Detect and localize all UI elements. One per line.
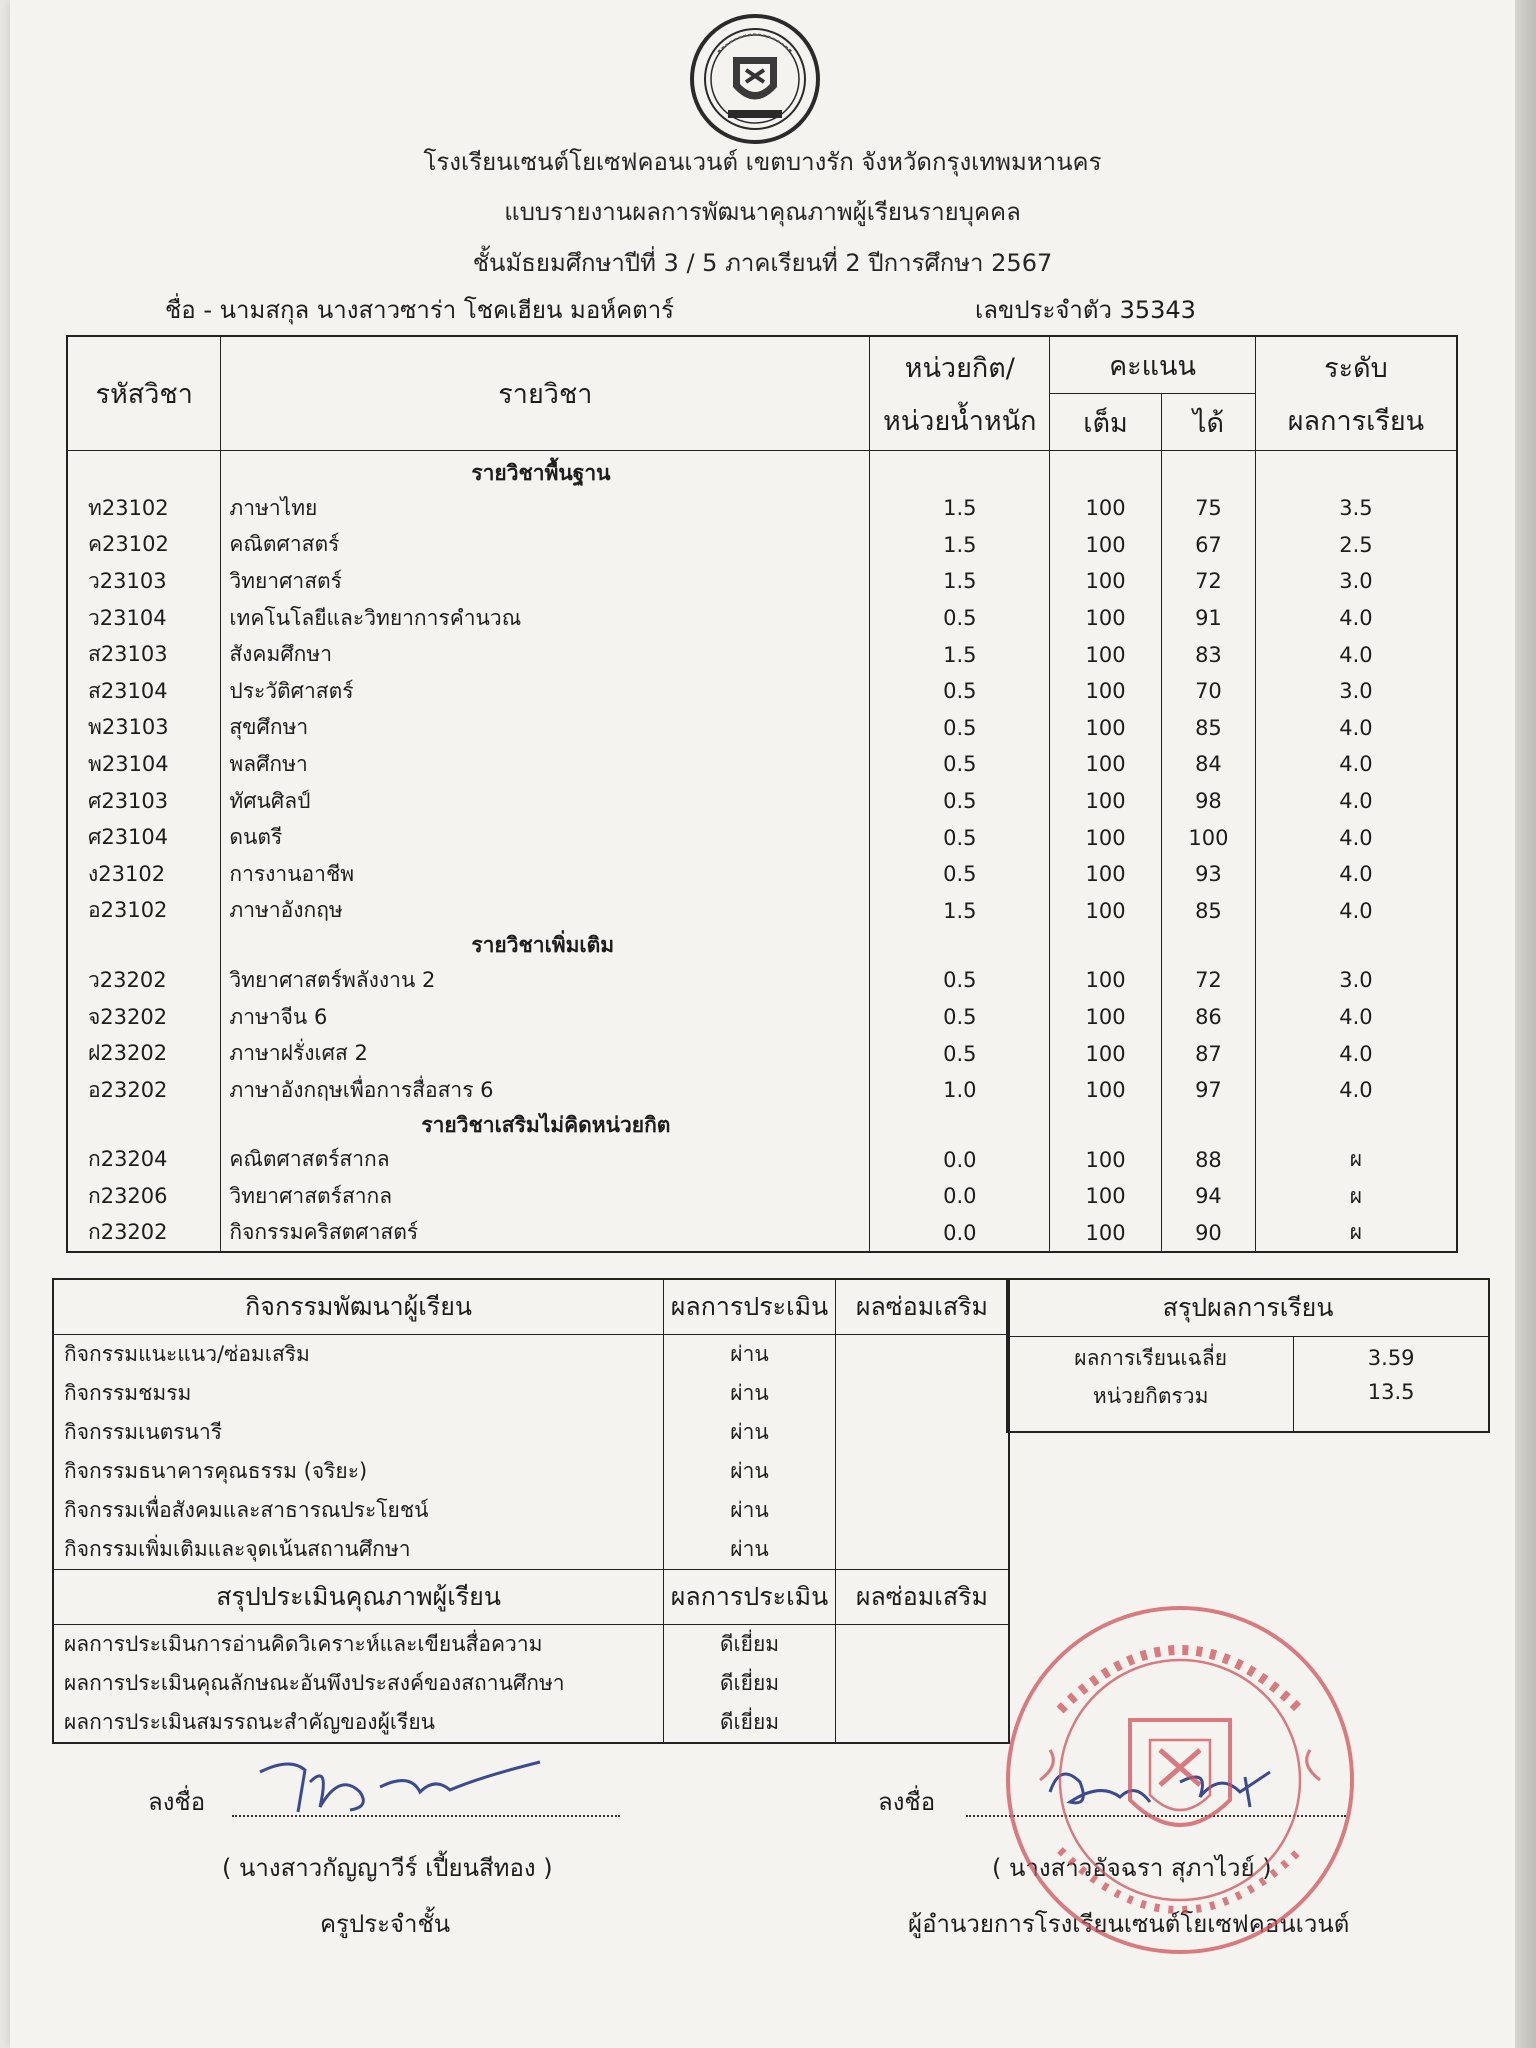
cell-got: 91 xyxy=(1162,600,1256,637)
cell-grade: ผ xyxy=(1255,1178,1457,1215)
section-empty-cell xyxy=(1050,929,1162,962)
cell-code: ส23104 xyxy=(67,673,221,710)
cell-grade: 4.0 xyxy=(1255,636,1457,673)
cell-grade: 3.0 xyxy=(1255,563,1457,600)
section-empty-cell xyxy=(1162,929,1256,962)
cell-subject: วิทยาศาสตร์ xyxy=(221,563,870,600)
activities-cell-remedial xyxy=(835,1452,1009,1491)
activities-cell-name: กิจกรรมแนะแนว/ซ่อมเสริม xyxy=(53,1335,664,1375)
activities-cell-result: ผ่าน xyxy=(664,1413,836,1452)
school-name: โรงเรียนเซนต์โยเซฟคอนเวนต์ เขตบางรัก จังหวัดกรุงเทพมหานคร xyxy=(423,148,1102,176)
cell-full: 100 xyxy=(1050,783,1162,820)
header-code: รหัสวิชา xyxy=(67,336,221,451)
cell-subject: ภาษาอังกฤษ xyxy=(221,893,870,930)
section-title: รายวิชาเสริมไม่คิดหน่วยกิต xyxy=(221,1109,870,1142)
cell-code: ศ23104 xyxy=(67,819,221,856)
activity-header-name: กิจกรรมพัฒนาผู้เรียน xyxy=(53,1279,664,1335)
cell-subject: ประวัติศาสตร์ xyxy=(221,673,870,710)
cell-credit: 0.0 xyxy=(870,1142,1050,1179)
cell-grade: 4.0 xyxy=(1255,710,1457,747)
quality-cell-remedial xyxy=(835,1664,1009,1703)
table-row xyxy=(67,673,1457,710)
section-empty-cell xyxy=(870,1109,1050,1142)
table-row xyxy=(67,1035,1457,1072)
cell-credit: 0.5 xyxy=(870,600,1050,637)
section-empty-cell xyxy=(67,451,221,491)
section-empty-cell xyxy=(1255,929,1457,962)
cell-full: 100 xyxy=(1050,962,1162,999)
cell-code: ค23102 xyxy=(67,527,221,564)
activities-cell-name: กิจกรรมเนตรนารี xyxy=(53,1413,664,1452)
header-credit-line2: หน่วยน้ำหนัก xyxy=(883,405,1037,437)
cell-full: 100 xyxy=(1050,1142,1162,1179)
cell-subject: ทัศนศิลป์ xyxy=(221,783,870,820)
header-grade xyxy=(1255,336,1457,451)
cell-grade: 4.0 xyxy=(1255,819,1457,856)
student-id-label: เลขประจำตัว xyxy=(975,296,1112,324)
cell-full: 100 xyxy=(1050,1035,1162,1072)
student-name: นางสาวซาร่า โชคเฮียน มอห์คตาร์ xyxy=(316,296,675,324)
student-name-label: ชื่อ - นามสกุล xyxy=(165,296,310,324)
list-item xyxy=(53,1703,1009,1743)
table-row xyxy=(67,1178,1457,1215)
table-row xyxy=(67,1072,1457,1109)
activity-table xyxy=(52,1278,1010,1744)
cell-got: 86 xyxy=(1162,999,1256,1036)
cell-subject: คณิตศาสตร์สากล xyxy=(221,1142,870,1179)
cell-code: พ23104 xyxy=(67,746,221,783)
table-row xyxy=(67,819,1457,856)
activities-cell-remedial xyxy=(835,1374,1009,1413)
activities-cell-remedial xyxy=(835,1413,1009,1452)
cell-code: ว23103 xyxy=(67,563,221,600)
student-name-line xyxy=(165,290,674,329)
cell-grade: 3.0 xyxy=(1255,673,1457,710)
section-row xyxy=(67,929,1457,962)
cell-full: 100 xyxy=(1050,1178,1162,1215)
cell-code: ท23102 xyxy=(67,490,221,527)
cell-credit: 1.0 xyxy=(870,1072,1050,1109)
cell-full: 100 xyxy=(1050,563,1162,600)
cell-credit: 0.5 xyxy=(870,673,1050,710)
table-row xyxy=(67,783,1457,820)
list-item xyxy=(53,1452,1009,1491)
activities-cell-name: กิจกรรมเพิ่มเติมและจุดเน้นสถานศึกษา xyxy=(53,1530,664,1570)
header-got: ได้ xyxy=(1162,394,1256,451)
cell-credit: 0.5 xyxy=(870,962,1050,999)
list-item xyxy=(53,1664,1009,1703)
teacher-role: ครูประจำชั้น xyxy=(320,1910,451,1938)
table-row xyxy=(67,746,1457,783)
cell-subject: ดนตรี xyxy=(221,819,870,856)
cell-code: อ23202 xyxy=(67,1072,221,1109)
cell-credit: 0.5 xyxy=(870,1035,1050,1072)
cell-grade: 3.0 xyxy=(1255,962,1457,999)
cell-full: 100 xyxy=(1050,819,1162,856)
cell-full: 100 xyxy=(1050,636,1162,673)
cell-code: ฝ23202 xyxy=(67,1035,221,1072)
header-subject: รายวิชา xyxy=(221,336,870,451)
cell-got: 72 xyxy=(1162,962,1256,999)
cell-subject: วิทยาศาสตร์สากล xyxy=(221,1178,870,1215)
cell-grade: 4.0 xyxy=(1255,783,1457,820)
quality-cell-name: ผลการประเมินคุณลักษณะอันพึงประสงค์ของสถานศึกษา xyxy=(53,1664,664,1703)
cell-grade: 4.0 xyxy=(1255,600,1457,637)
cell-grade: 4.0 xyxy=(1255,893,1457,930)
cell-subject: วิทยาศาสตร์พลังงาน 2 xyxy=(221,962,870,999)
cell-full: 100 xyxy=(1050,999,1162,1036)
activity-header-remedial: ผลซ่อมเสริม xyxy=(835,1279,1009,1335)
cell-grade: 4.0 xyxy=(1255,999,1457,1036)
activities-cell-remedial xyxy=(835,1530,1009,1570)
cell-got: 90 xyxy=(1162,1215,1256,1253)
cell-subject: สังคมศึกษา xyxy=(221,636,870,673)
cell-grade: 4.0 xyxy=(1255,1072,1457,1109)
cell-credit: 1.5 xyxy=(870,893,1050,930)
summary-title: สรุปผลการเรียน xyxy=(1007,1279,1489,1337)
cell-grade: ผ xyxy=(1255,1215,1457,1253)
cell-subject: การงานอาชีพ xyxy=(221,856,870,893)
table-row xyxy=(67,563,1457,600)
cell-got: 67 xyxy=(1162,527,1256,564)
quality-header-remedial: ผลซ่อมเสริม xyxy=(835,1570,1009,1625)
cell-got: 98 xyxy=(1162,783,1256,820)
cell-subject: กิจกรรมคริสตศาสตร์ xyxy=(221,1215,870,1253)
cell-got: 83 xyxy=(1162,636,1256,673)
cell-grade: 4.0 xyxy=(1255,1035,1457,1072)
gpa-value: 3.59 xyxy=(1294,1337,1489,1380)
cell-subject: พลศึกษา xyxy=(221,746,870,783)
cell-got: 84 xyxy=(1162,746,1256,783)
cell-credit: 0.5 xyxy=(870,710,1050,747)
section-title: รายวิชาพื้นฐาน xyxy=(221,451,870,491)
cell-got: 85 xyxy=(1162,893,1256,930)
cell-credit: 0.5 xyxy=(870,783,1050,820)
table-row xyxy=(67,490,1457,527)
cell-credit: 0.5 xyxy=(870,999,1050,1036)
cell-credit: 1.5 xyxy=(870,490,1050,527)
header-credit xyxy=(870,336,1050,451)
section-empty-cell xyxy=(67,929,221,962)
cell-code: ก23204 xyxy=(67,1142,221,1179)
cell-credit: 0.5 xyxy=(870,856,1050,893)
cell-code: ง23102 xyxy=(67,856,221,893)
activities-cell-result: ผ่าน xyxy=(664,1452,836,1491)
student-id-line xyxy=(975,290,1196,329)
report-term: ชั้นมัธยมศึกษาปีที่ 3 / 5 ภาคเรียนที่ 2 ปีการศึกษา 2567 xyxy=(472,249,1053,277)
header-grade-line2: ผลการเรียน xyxy=(1287,405,1425,437)
section-empty-cell xyxy=(1050,451,1162,491)
activities-cell-remedial xyxy=(835,1491,1009,1530)
section-title: รายวิชาเพิ่มเติม xyxy=(221,929,870,962)
cell-full: 100 xyxy=(1050,600,1162,637)
header-grade-line1: ระดับ xyxy=(1324,352,1388,384)
cell-subject: สุขศึกษา xyxy=(221,710,870,747)
quality-cell-name: ผลการประเมินการอ่านคิดวิเคราะห์และเขียนสื่อความ xyxy=(53,1625,664,1665)
cell-got: 100 xyxy=(1162,819,1256,856)
cell-subject: เทคโนโลยีและวิทยาการคำนวณ xyxy=(221,600,870,637)
cell-grade: 3.5 xyxy=(1255,490,1457,527)
cell-code: ก23206 xyxy=(67,1178,221,1215)
cell-code: ส23103 xyxy=(67,636,221,673)
table-row xyxy=(67,962,1457,999)
cell-code: พ23103 xyxy=(67,710,221,747)
cell-code: ศ23103 xyxy=(67,783,221,820)
cell-subject: ภาษาอังกฤษเพื่อการสื่อสาร 6 xyxy=(221,1072,870,1109)
cell-got: 70 xyxy=(1162,673,1256,710)
cell-got: 97 xyxy=(1162,1072,1256,1109)
activities-cell-name: กิจกรรมเพื่อสังคมและสาธารณประโยชน์ xyxy=(53,1491,664,1530)
cell-full: 100 xyxy=(1050,490,1162,527)
cell-full: 100 xyxy=(1050,856,1162,893)
table-row xyxy=(67,1142,1457,1179)
report-title: แบบรายงานผลการพัฒนาคุณภาพผู้เรียนรายบุคคล xyxy=(504,198,1021,226)
table-row xyxy=(67,856,1457,893)
school-seal-icon xyxy=(688,12,822,146)
paper-edge xyxy=(1515,0,1536,2048)
section-row xyxy=(67,451,1457,491)
cell-grade: ผ xyxy=(1255,1142,1457,1179)
activities-cell-result: ผ่าน xyxy=(664,1530,836,1570)
section-empty-cell xyxy=(67,1109,221,1142)
header-credit-line1: หน่วยกิต/ xyxy=(904,352,1015,384)
list-item xyxy=(53,1491,1009,1530)
list-item xyxy=(53,1413,1009,1452)
list-item xyxy=(53,1335,1009,1375)
cell-full: 100 xyxy=(1050,527,1162,564)
quality-header-name: สรุปประเมินคุณภาพผู้เรียน xyxy=(53,1570,664,1625)
section-empty-cell xyxy=(1255,451,1457,491)
cell-credit: 1.5 xyxy=(870,527,1050,564)
cell-full: 100 xyxy=(1050,710,1162,747)
director-role: ผู้อำนวยการโรงเรียนเซนต์โยเซฟคอนเวนต์ xyxy=(908,1910,1350,1938)
quality-cell-result: ดีเยี่ยม xyxy=(664,1703,836,1743)
table-row xyxy=(67,527,1457,564)
section-empty-cell xyxy=(870,451,1050,491)
cell-subject: คณิตศาสตร์ xyxy=(221,527,870,564)
list-item xyxy=(53,1530,1009,1570)
quality-cell-result: ดีเยี่ยม xyxy=(664,1664,836,1703)
activity-header-result: ผลการประเมิน xyxy=(664,1279,836,1335)
cell-full: 100 xyxy=(1050,746,1162,783)
credits-label: หน่วยกิตรวม xyxy=(1007,1379,1294,1432)
credits-value: 13.5 xyxy=(1294,1379,1489,1432)
summary-table xyxy=(1006,1278,1490,1433)
cell-got: 85 xyxy=(1162,710,1256,747)
cell-got: 93 xyxy=(1162,856,1256,893)
cell-code: อ23102 xyxy=(67,893,221,930)
section-row xyxy=(67,1109,1457,1142)
cell-got: 75 xyxy=(1162,490,1256,527)
school-stamp-icon xyxy=(1000,1600,1360,1960)
cell-credit: 1.5 xyxy=(870,636,1050,673)
cell-grade: 4.0 xyxy=(1255,856,1457,893)
quality-cell-remedial xyxy=(835,1625,1009,1665)
teacher-signature-icon xyxy=(250,1752,550,1822)
section-empty-cell xyxy=(870,929,1050,962)
cell-got: 72 xyxy=(1162,563,1256,600)
cell-full: 100 xyxy=(1050,893,1162,930)
table-row xyxy=(67,999,1457,1036)
activities-cell-name: กิจกรรมธนาคารคุณธรรม (จริยะ) xyxy=(53,1452,664,1491)
activities-cell-result: ผ่าน xyxy=(664,1335,836,1375)
header-score: คะแนน xyxy=(1050,336,1256,394)
quality-cell-remedial xyxy=(835,1703,1009,1743)
cell-credit: 0.0 xyxy=(870,1215,1050,1253)
cell-code: ว23104 xyxy=(67,600,221,637)
cell-credit: 0.5 xyxy=(870,746,1050,783)
cell-full: 100 xyxy=(1050,1072,1162,1109)
table-row xyxy=(67,1215,1457,1253)
table-row xyxy=(67,710,1457,747)
cell-subject: ภาษาไทย xyxy=(221,490,870,527)
cell-full: 100 xyxy=(1050,673,1162,710)
cell-got: 88 xyxy=(1162,1142,1256,1179)
cell-credit: 1.5 xyxy=(870,563,1050,600)
report-sheet xyxy=(10,0,1515,2048)
table-row xyxy=(67,636,1457,673)
list-item xyxy=(53,1625,1009,1665)
cell-code: จ23202 xyxy=(67,999,221,1036)
cell-got: 94 xyxy=(1162,1178,1256,1215)
teacher-sign-label: ลงชื่อ xyxy=(148,1788,206,1816)
header-full: เต็ม xyxy=(1050,394,1162,451)
activities-cell-remedial xyxy=(835,1335,1009,1375)
cell-subject: ภาษาฝรั่งเศส 2 xyxy=(221,1035,870,1072)
cell-got: 87 xyxy=(1162,1035,1256,1072)
table-row xyxy=(67,893,1457,930)
section-empty-cell xyxy=(1162,451,1256,491)
section-empty-cell xyxy=(1050,1109,1162,1142)
gpa-label: ผลการเรียนเฉลี่ย xyxy=(1007,1337,1294,1380)
activities-cell-result: ผ่าน xyxy=(664,1491,836,1530)
quality-cell-name: ผลการประเมินสมรรถนะสำคัญของผู้เรียน xyxy=(53,1703,664,1743)
quality-cell-result: ดีเยี่ยม xyxy=(664,1625,836,1665)
student-id: 35343 xyxy=(1119,296,1196,324)
cell-subject: ภาษาจีน 6 xyxy=(221,999,870,1036)
list-item xyxy=(53,1374,1009,1413)
activities-cell-name: กิจกรรมชมรม xyxy=(53,1374,664,1413)
grade-table xyxy=(66,335,1458,1253)
cell-grade: 2.5 xyxy=(1255,527,1457,564)
teacher-name: ( นางสาวกัญญาวีร์ เปี้ยนสีทอง ) xyxy=(222,1854,553,1882)
cell-credit: 0.0 xyxy=(870,1178,1050,1215)
quality-header-result: ผลการประเมิน xyxy=(664,1570,836,1625)
cell-code: ว23202 xyxy=(67,962,221,999)
director-sign-label: ลงชื่อ xyxy=(878,1788,936,1816)
section-empty-cell xyxy=(1162,1109,1256,1142)
cell-grade: 4.0 xyxy=(1255,746,1457,783)
table-row xyxy=(67,600,1457,637)
cell-code: ก23202 xyxy=(67,1215,221,1253)
activities-cell-result: ผ่าน xyxy=(664,1374,836,1413)
director-name: ( นางสาวอัจฉรา สุภาไวย์ ) xyxy=(992,1854,1272,1882)
cell-full: 100 xyxy=(1050,1215,1162,1253)
section-empty-cell xyxy=(1255,1109,1457,1142)
cell-credit: 0.5 xyxy=(870,819,1050,856)
